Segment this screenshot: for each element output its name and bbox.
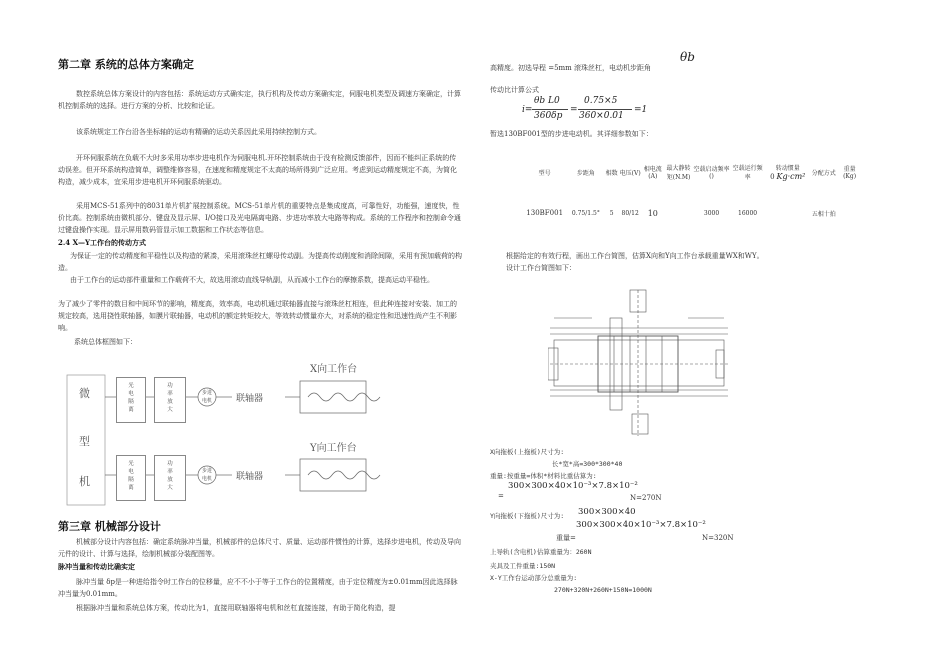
chapter2-title: 第二章 系统的总体方案确定 xyxy=(58,58,194,71)
th-current: 相电流(A) xyxy=(643,166,662,180)
right-line-14: X-Y工作台运动部分总重量为: xyxy=(490,574,578,582)
td-distribution: 五相十拍 xyxy=(811,210,836,218)
th-model: 型号 xyxy=(538,169,551,177)
paragraph-1: 数控系统总体方案设计的内容包括：系统运动方式确实定，执行机构及传动方案确实定，伺服电机类型及调速方案确定，计算机控制系统的选择。进行方案的分析、比较和论证。 xyxy=(58,90,461,110)
opto-label-x: 光电隔离 xyxy=(128,383,134,413)
formula-i: i= xyxy=(522,105,533,115)
r9-equals: = xyxy=(498,492,504,500)
formula-den-left: 360δp xyxy=(534,111,563,121)
th-inertia-label: 转动惯量 xyxy=(775,165,800,172)
fraction-bar-left xyxy=(532,109,568,110)
formula-result: =1 xyxy=(634,105,648,115)
th-max-torque: 最大静转矩(N.M) xyxy=(666,165,691,181)
power-amp-x xyxy=(154,377,186,423)
paragraph-3: 开环伺服系统在负载不大时多采用功率步进电机作为伺服电机.开环控制系统由于没有检测反馈部件，因而不能纠正系统的传动误差。但开环系统构造简单，调整维修容易，在速度和精度规定不太高的场所得到广泛应用。考虑到运动精度规定不高，为简化构造，减少成本，宜采用步进电机开环伺服系统驱动。 xyxy=(58,154,457,186)
y-weight-label: 重量= xyxy=(556,534,576,542)
th-distribution: 分配方式 xyxy=(811,169,836,177)
right-line-12: 上导轨(含电机)估算重量为：260N xyxy=(490,548,592,556)
paragraph-5: 为保证一定的传动精度和平稳性以及构造的紧凑，采用滚珠丝杠螺母传动副。为提高传动刚度和消除间隙，采用有预加载荷的构造。 xyxy=(58,252,462,272)
motor-parameter-table xyxy=(522,146,862,228)
pulse-section-title: 脉冲当量和传动比确实定 xyxy=(58,562,135,571)
td-step-angle: 0.75/1.5° xyxy=(571,209,600,217)
right-line-7: 长*宽*高=300*300*40 xyxy=(552,460,623,468)
opto-isolation-y xyxy=(116,455,146,501)
right-line-4: 根据给定的有效行程，画出工作台简图，估算X向和Y向工作台承载重量WX和WY。 xyxy=(506,252,764,260)
paragraph-8: 系统总体框图如下： xyxy=(74,338,137,346)
x-weight-formula: 300×300×40×10⁻³×7.8×10⁻² xyxy=(508,481,638,491)
th-start-freq: 空载启动频率() xyxy=(693,166,730,180)
right-line-3: 暂选130BF001型的步进电动机。其详细参数如下： xyxy=(490,130,653,138)
td-max-torque xyxy=(664,198,693,228)
opto-label-y: 光电隔离 xyxy=(128,461,134,491)
right-line-1: 高精度。初选导程 =5mm 滚珠丝杠，电动机步距角 xyxy=(490,64,652,72)
fraction-bar-right xyxy=(578,109,632,110)
paragraph-9: 机械部分设计内容包括：确定系统脉冲当量，机械部件的总体尺寸、质量、运动部件惯性的计算，选择步进电机，传动及导向元件的设计、计算与选择，绘制机械部分装配图等。 xyxy=(58,538,461,558)
amp-label-x: 功率放大 xyxy=(167,383,173,413)
stepper-motor-x: 步进电机 xyxy=(201,390,212,404)
x-weight-result: N=270N xyxy=(630,494,662,502)
theta-symbol: θb xyxy=(680,50,695,64)
ratio-formula xyxy=(522,96,662,126)
amp-label-y: 功率放大 xyxy=(167,461,173,491)
paragraph-6: 由于工作台的运动部件重量和工作载荷不大，故选用滚动直线导轨副，从而减小工作台的摩擦系数，提高运动平稳性。 xyxy=(70,276,434,284)
x-table-label: X向工作台 xyxy=(310,364,358,375)
stepper-motor-y: 步进电机 xyxy=(201,468,212,482)
coupling-x: 联轴器 xyxy=(236,394,264,404)
th-inertia xyxy=(765,146,810,198)
paragraph-2: 该系统规定工作台沿各坐标轴的运动有精确的运动关系因此采用持续控制方式。 xyxy=(76,128,321,136)
worktable-sketch xyxy=(548,288,730,438)
opto-isolation-x xyxy=(116,377,146,423)
th-phases: 相数 xyxy=(605,169,618,177)
right-line-8: 重量:按重量=体积*材料比重估算为: xyxy=(490,472,597,480)
power-amp-y xyxy=(154,455,186,501)
paragraph-7: 为了减少了零件的数目和中间环节的影响，精度高，效率高，电动机通过联轴器直接与滚珠丝杠相连，但此种连接对安装、加工的规定较高，选用挠性联轴器，如膜片联轴器，电动机的额定转矩较大，等效转动惯量亦大，对系统的稳定性和迅速性尚产生不利影响。 xyxy=(58,300,457,332)
y-weight-formula: 300×300×40×10⁻³×7.8×10⁻² xyxy=(576,520,706,530)
th-inertia-zero: 0 xyxy=(770,173,775,181)
th-step-angle: 步距角 xyxy=(576,169,595,177)
right-line-2: 传动比计算公式 xyxy=(490,86,539,94)
formula-num-left: θb L0 xyxy=(534,96,560,106)
td-model: 130BF001 xyxy=(526,209,564,217)
paragraph-10: 脉冲当量 δp是一种进给指令时工作台的位移量，应不不小于等于工作台的位置精度，由于定位精度为±0.01mm因此选择脉冲当量为0.01mm。 xyxy=(58,578,458,598)
chapter3-title: 第三章 机械部分设计 xyxy=(58,520,161,533)
right-line-15: 270N+320N+260N+150N=1000N xyxy=(554,586,652,594)
formula-num-right: 0.75×5 xyxy=(584,96,618,106)
formula-eq: = xyxy=(570,105,578,115)
td-weight xyxy=(837,198,862,228)
right-line-10: Y向拖板(下拖板)尺寸为: xyxy=(490,512,565,520)
system-block-diagram xyxy=(60,355,460,510)
paragraph-4: 采用MCS-51系列中的8031单片机扩展控制系统。MCS-51单片机的重要特点是集成度高，可靠性好，功能强，速度快，性价比高。控制系统由微机部分、键盘及显示屏、I/O接口及光电隔离电路、步进功率放大电路等构成。系统的工作程序和控制命令通过键盘操作实现。显示屏用数码管显示加工数据和工作状态等信息。 xyxy=(58,202,461,234)
formula-den-right: 360×0.01 xyxy=(579,111,624,121)
td-start-freq: 3000 xyxy=(703,209,720,217)
coupling-y: 联轴器 xyxy=(236,472,264,482)
right-line-5: 设计工作台简图如下： xyxy=(506,264,576,272)
y-weight-result: N=320N xyxy=(702,534,734,542)
micro-char-2: 型 xyxy=(79,435,90,448)
right-line-6: X向拖板(上拖板)尺寸为: xyxy=(490,448,565,456)
paragraph-11: 根据脉冲当量和系统总体方案，传动比为1，直接用联轴器将电机和丝杠直接连接，有助于简化构造，提 xyxy=(76,604,396,612)
th-run-freq: 空载运行频率 xyxy=(732,165,763,181)
micro-char-3: 机 xyxy=(79,475,90,488)
td-phases: 5 xyxy=(609,209,614,217)
td-run-freq: 16000 xyxy=(738,209,758,217)
th-inertia-unit: Kg·cm² xyxy=(776,172,806,181)
th-voltage: 电压(V) xyxy=(619,169,641,177)
section-2-4-title: 2.4 X—Y工作台的传动方式 xyxy=(58,238,147,247)
td-inertia xyxy=(765,198,810,228)
td-current: 10 xyxy=(647,208,658,218)
right-line-13: 夹具及工件重量:150N xyxy=(490,562,556,570)
micro-char-1: 微 xyxy=(79,387,90,400)
th-weight: 重量(Kg) xyxy=(843,166,857,180)
y-dimensions: 300×300×40 xyxy=(578,507,636,517)
td-voltage: 80/12 xyxy=(621,209,639,217)
y-table-label: Y向工作台 xyxy=(310,443,357,454)
